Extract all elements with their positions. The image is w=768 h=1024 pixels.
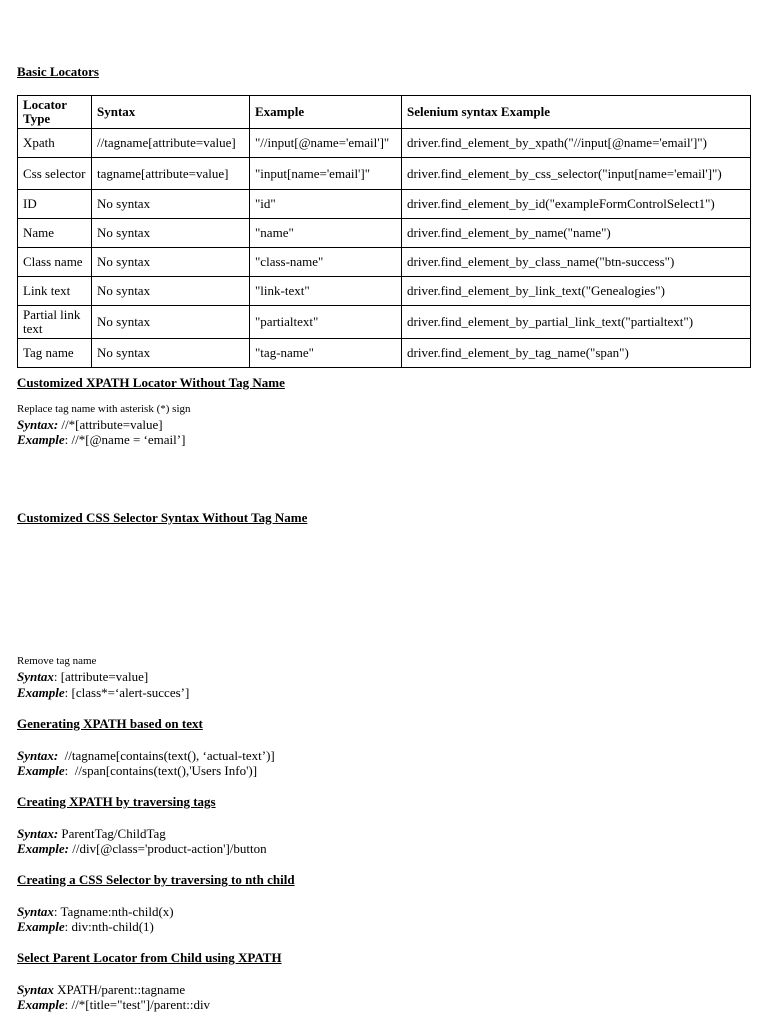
cell-syntax: tagname[attribute=value] bbox=[92, 158, 250, 190]
cell-syntax: No syntax bbox=[92, 277, 250, 306]
example-line bbox=[17, 919, 154, 935]
cell-example: "//input[@name='email']" bbox=[250, 129, 402, 158]
example-line bbox=[17, 763, 257, 779]
syntax-line bbox=[17, 982, 185, 998]
cell-selenium-example: driver.find_element_by_id("exampleFormControlSelect1") bbox=[402, 190, 751, 219]
table-row bbox=[18, 306, 751, 339]
example-label: Example bbox=[17, 919, 65, 934]
syntax-label: Syntax bbox=[17, 982, 54, 997]
cell-example: "class-name" bbox=[250, 248, 402, 277]
example-value: //div[@class='product-action']/button bbox=[69, 841, 267, 856]
section-heading-xpath-text: Generating XPATH based on text bbox=[17, 716, 203, 731]
cell-selenium-example: driver.find_element_by_link_text("Genealogies") bbox=[402, 277, 751, 306]
section-note: Remove tag name bbox=[17, 655, 97, 667]
cell-example: "name" bbox=[250, 219, 402, 248]
cell-locator-type: Xpath bbox=[18, 129, 92, 158]
example-value: : [class*=‘alert-succes’] bbox=[64, 685, 190, 700]
example-value: : //*[title="test"]/parent::div bbox=[64, 997, 211, 1012]
table-header-row bbox=[18, 96, 751, 129]
table-row bbox=[18, 158, 751, 190]
cell-selenium-example: driver.find_element_by_xpath("//input[@name='email']") bbox=[402, 129, 751, 158]
header-selenium-example: Selenium syntax Example bbox=[402, 96, 751, 129]
section-heading-parent-xpath: Select Parent Locator from Child using XPATH bbox=[17, 950, 282, 965]
example-line bbox=[17, 432, 185, 448]
example-label: Example bbox=[17, 685, 65, 700]
cell-example: "tag-name" bbox=[250, 339, 402, 368]
cell-syntax: No syntax bbox=[92, 190, 250, 219]
section-heading-css-without-tag: Customized CSS Selector Syntax Without Tag Name bbox=[17, 510, 308, 525]
cell-syntax: No syntax bbox=[92, 339, 250, 368]
cell-locator-type: Name bbox=[18, 219, 92, 248]
section-heading-xpath-traverse: Creating XPATH by traversing tags bbox=[17, 794, 216, 809]
cell-selenium-example: driver.find_element_by_css_selector("input[name='email']") bbox=[402, 158, 751, 190]
cell-selenium-example: driver.find_element_by_tag_name("span") bbox=[402, 339, 751, 368]
example-value: : //span[contains(text(),'Users Info')] bbox=[64, 763, 258, 778]
cell-example: "id" bbox=[250, 190, 402, 219]
cell-syntax: //tagname[attribute=value] bbox=[92, 129, 250, 158]
cell-example: "link-text" bbox=[250, 277, 402, 306]
table-row bbox=[18, 190, 751, 219]
cell-syntax: No syntax bbox=[92, 306, 250, 339]
table-row bbox=[18, 129, 751, 158]
cell-locator-type: Class name bbox=[18, 248, 92, 277]
syntax-line bbox=[17, 669, 148, 685]
cell-syntax: No syntax bbox=[92, 219, 250, 248]
example-value: : //*[@name = ‘email’] bbox=[64, 432, 186, 447]
table-row bbox=[18, 248, 751, 277]
syntax-value: XPATH/parent::tagname bbox=[53, 982, 186, 997]
syntax-value: ParentTag/ChildTag bbox=[58, 826, 166, 841]
syntax-line bbox=[17, 748, 275, 764]
section-heading-basic-locators: Basic Locators bbox=[17, 64, 99, 79]
table-row bbox=[18, 219, 751, 248]
syntax-value: : [attribute=value] bbox=[53, 669, 149, 684]
table-row bbox=[18, 277, 751, 306]
cell-example: "input[name='email']" bbox=[250, 158, 402, 190]
syntax-value: //tagname[contains(text(), ‘actual-text’)] bbox=[58, 748, 275, 763]
syntax-label: Syntax: bbox=[17, 826, 59, 841]
example-line bbox=[17, 685, 189, 701]
cell-example: "partialtext" bbox=[250, 306, 402, 339]
example-label: Example bbox=[17, 997, 65, 1012]
cell-locator-type: ID bbox=[18, 190, 92, 219]
cell-selenium-example: driver.find_element_by_class_name("btn-success") bbox=[402, 248, 751, 277]
table-row bbox=[18, 339, 751, 368]
example-line bbox=[17, 997, 210, 1013]
syntax-label: Syntax bbox=[17, 904, 54, 919]
header-syntax: Syntax bbox=[92, 96, 250, 129]
header-locator-type: Locator Type bbox=[18, 96, 92, 129]
syntax-label: Syntax: bbox=[17, 417, 59, 432]
example-label: Example bbox=[17, 763, 65, 778]
syntax-value: : Tagname:nth-child(x) bbox=[53, 904, 174, 919]
syntax-line bbox=[17, 417, 163, 433]
example-label: Example bbox=[17, 432, 65, 447]
cell-locator-type: Partial link text bbox=[18, 306, 92, 339]
syntax-line bbox=[17, 904, 174, 920]
cell-locator-type: Css selector bbox=[18, 158, 92, 190]
example-value: : div:nth-child(1) bbox=[64, 919, 154, 934]
section-heading-css-nth-child: Creating a CSS Selector by traversing to nth child bbox=[17, 872, 295, 887]
cell-syntax: No syntax bbox=[92, 248, 250, 277]
cell-selenium-example: driver.find_element_by_partial_link_text("partialtext") bbox=[402, 306, 751, 339]
section-note: Replace tag name with asterisk (*) sign bbox=[17, 403, 191, 415]
section-heading-xpath-without-tag: Customized XPATH Locator Without Tag Name bbox=[17, 375, 285, 390]
syntax-label: Syntax bbox=[17, 669, 54, 684]
syntax-label: Syntax: bbox=[17, 748, 59, 763]
cell-selenium-example: driver.find_element_by_name("name") bbox=[402, 219, 751, 248]
cell-locator-type: Link text bbox=[18, 277, 92, 306]
example-line bbox=[17, 841, 267, 857]
example-label: Example: bbox=[17, 841, 69, 856]
header-example: Example bbox=[250, 96, 402, 129]
syntax-value: //*[attribute=value] bbox=[58, 417, 163, 432]
cell-locator-type: Tag name bbox=[18, 339, 92, 368]
syntax-line bbox=[17, 826, 166, 842]
basic-locators-table bbox=[17, 95, 751, 368]
